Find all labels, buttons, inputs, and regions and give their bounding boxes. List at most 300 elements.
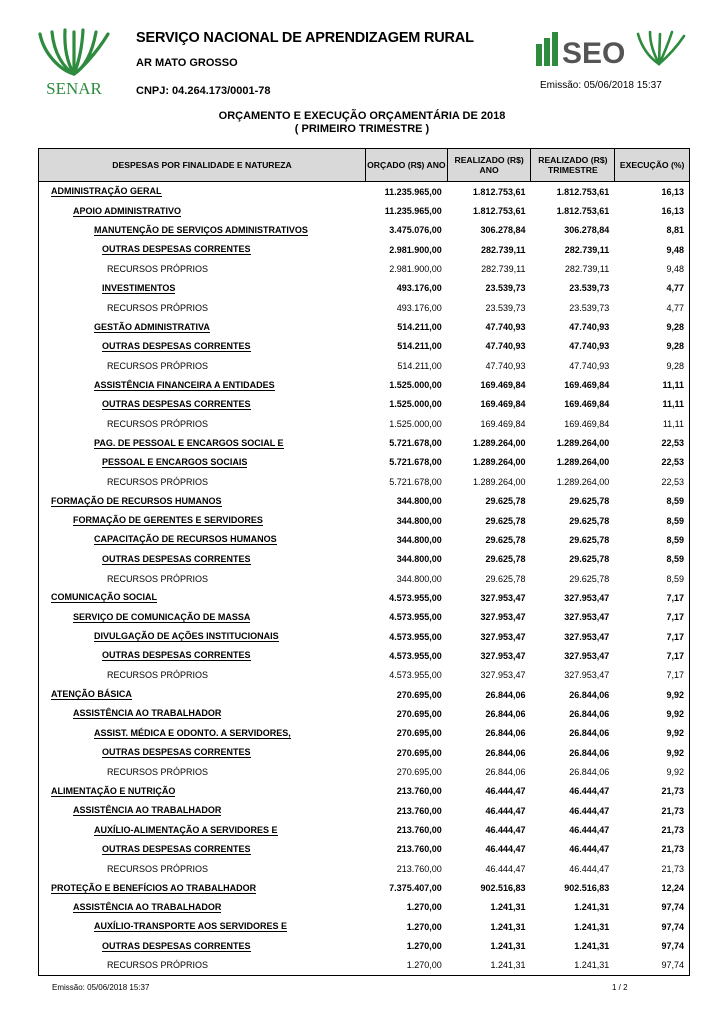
row-description: [39, 492, 365, 511]
row-description-text: OUTRAS DESPESAS CORRENTES: [102, 843, 251, 854]
realized-year-value: 327.953,47: [480, 670, 526, 681]
cnpj: CNPJ: 04.264.173/0001-78: [136, 85, 271, 97]
execution-value: 7,17: [666, 592, 685, 603]
row-description: [39, 743, 365, 762]
realized-year-value: 23.539,73: [485, 283, 526, 294]
execution-value: 21,73: [661, 844, 684, 855]
budgeted-value: 270.695,00: [396, 708, 442, 719]
table-header: [39, 149, 689, 182]
table-row: [39, 317, 689, 336]
realized-quarter-value: 169.469,84: [564, 418, 610, 429]
row-description: [39, 840, 365, 859]
realized-year-value: 1.289.264,00: [472, 438, 526, 449]
row-description-text: SERVIÇO DE COMUNICAÇÃO DE MASSA: [73, 611, 251, 622]
page-number: 1 / 2: [612, 983, 628, 992]
row-description-text: OUTRAS DESPESAS CORRENTES: [102, 747, 251, 758]
row-description-text: CAPACITAÇÃO DE RECURSOS HUMANOS: [94, 534, 277, 545]
realized-year-value: 1.812.753,61: [472, 186, 526, 197]
row-description: [39, 433, 365, 452]
budgeted-value: 3.475.076,00: [389, 225, 442, 236]
row-description-text: PESSOAL E ENCARGOS SOCIAIS: [102, 456, 248, 467]
realized-quarter-value: 46.444,47: [569, 805, 610, 816]
row-description-text: RECURSOS PRÓPRIOS: [107, 573, 209, 584]
realized-quarter-value: 327.953,47: [564, 592, 610, 603]
realized-year-value: 1.241,31: [490, 902, 526, 913]
budgeted-value: 493.176,00: [396, 302, 442, 313]
table-row: [39, 240, 689, 259]
budgeted-value: 270.695,00: [396, 766, 442, 777]
realized-year-value: 29.625,78: [485, 534, 526, 545]
budgeted-value: 4.573.955,00: [389, 670, 442, 681]
table-row: [39, 685, 689, 704]
budgeted-value: 1.270,00: [406, 960, 442, 971]
row-description-text: GESTÃO ADMINISTRATIVA: [94, 321, 210, 332]
execution-value: 97,74: [661, 960, 684, 971]
realized-year-value: 327.953,47: [480, 650, 526, 661]
table-row: [39, 704, 689, 723]
budgeted-value: 344.800,00: [396, 573, 442, 584]
senar-logo: [34, 26, 114, 98]
row-description: [39, 511, 365, 530]
budgeted-value: 2.981.900,00: [389, 244, 442, 255]
row-description: [39, 569, 365, 588]
row-description: [39, 375, 365, 394]
realized-quarter-value: 26.844,06: [569, 689, 610, 700]
table-body: [39, 182, 689, 975]
budgeted-value: 213.760,00: [396, 786, 442, 797]
row-description: [39, 472, 365, 491]
row-description-text: FORMAÇÃO DE GERENTES E SERVIDORES: [73, 515, 263, 526]
table-row: [39, 356, 689, 375]
budgeted-value: 270.695,00: [396, 689, 442, 700]
table-row: [39, 956, 689, 975]
execution-value: 9,92: [666, 708, 684, 719]
row-description-text: ATENÇÃO BÁSICA: [51, 689, 132, 700]
row-description-text: RECURSOS PRÓPRIOS: [107, 960, 209, 971]
execution-value: 97,74: [661, 902, 684, 913]
row-description: [39, 608, 365, 627]
row-description-text: ASSISTÊNCIA AO TRABALHADOR: [73, 901, 222, 912]
realized-year-value: 26.844,06: [485, 728, 526, 739]
row-description: [39, 453, 365, 472]
execution-value: 9,28: [666, 341, 684, 352]
column-header-realized-year: REALIZADO (R$) ANO: [447, 149, 531, 181]
emission-date: Emissão: 05/06/2018 15:37: [540, 80, 662, 91]
realized-quarter-value: 1.241,31: [574, 960, 610, 971]
execution-value: 4,77: [666, 302, 684, 313]
realized-year-value: 1.241,31: [490, 941, 526, 952]
realized-quarter-value: 47.740,93: [569, 360, 610, 371]
row-description-text: OUTRAS DESPESAS CORRENTES: [102, 244, 251, 255]
execution-value: 9,92: [666, 766, 684, 777]
realized-quarter-value: 1.289.264,00: [556, 457, 610, 468]
realized-quarter-value: 327.953,47: [564, 612, 610, 623]
table-row: [39, 936, 689, 955]
row-description-text: OUTRAS DESPESAS CORRENTES: [102, 650, 251, 661]
budgeted-value: 11.235.965,00: [384, 186, 442, 197]
realized-year-value: 1.289.264,00: [472, 476, 526, 487]
row-description: [39, 588, 365, 607]
realized-quarter-value: 1.812.753,61: [556, 186, 610, 197]
realized-quarter-value: 1.289.264,00: [556, 476, 610, 487]
budgeted-value: 1.525.000,00: [389, 380, 442, 391]
realized-year-value: 29.625,78: [485, 496, 526, 507]
realized-quarter-value: 46.444,47: [569, 863, 610, 874]
row-description: [39, 221, 365, 240]
budgeted-value: 2.981.900,00: [389, 264, 442, 275]
table-row: [39, 201, 689, 220]
execution-value: 16,13: [661, 186, 685, 197]
row-description: [39, 182, 365, 201]
execution-value: 8,59: [666, 573, 684, 584]
row-description: [39, 917, 365, 936]
document-title-line1: ORÇAMENTO E EXECUÇÃO ORÇAMENTÁRIA DE 2018: [218, 110, 506, 122]
table-row: [39, 743, 689, 762]
realized-year-value: 26.844,06: [485, 689, 526, 700]
execution-value: 9,28: [666, 360, 684, 371]
budgeted-value: 4.573.955,00: [389, 631, 442, 642]
execution-value: 7,17: [666, 670, 684, 681]
seo-logo: [534, 30, 688, 68]
realized-year-value: 26.844,06: [485, 708, 526, 719]
row-description: [39, 801, 365, 820]
row-description: [39, 395, 365, 414]
budgeted-value: 7.375.407,00: [389, 883, 442, 894]
row-description-text: ASSISTÊNCIA AO TRABALHADOR: [73, 708, 222, 719]
budgeted-value: 213.760,00: [396, 863, 442, 874]
budgeted-value: 1.270,00: [406, 941, 442, 952]
budgeted-value: 514.211,00: [397, 341, 442, 352]
realized-quarter-value: 23.539,73: [569, 283, 610, 294]
execution-value: 9,48: [666, 244, 684, 255]
budget-table: [38, 148, 690, 976]
row-description-text: RECURSOS PRÓPRIOS: [107, 863, 209, 874]
execution-value: 11,11: [662, 380, 684, 391]
realized-year-value: 169.469,84: [480, 399, 526, 410]
realized-quarter-value: 327.953,47: [564, 631, 610, 642]
execution-value: 21,73: [661, 786, 685, 797]
row-description-text: OUTRAS DESPESAS CORRENTES: [102, 340, 251, 351]
table-row: [39, 492, 689, 511]
execution-value: 8,81: [666, 225, 684, 236]
realized-year-value: 46.444,47: [485, 786, 526, 797]
realized-year-value: 29.625,78: [485, 554, 526, 565]
execution-value: 9,92: [666, 689, 685, 700]
table-row: [39, 375, 689, 394]
row-description-text: ASSISTÊNCIA AO TRABALHADOR: [73, 805, 222, 816]
row-description-text: OUTRAS DESPESAS CORRENTES: [102, 398, 251, 409]
row-description-text: AUXÍLIO-TRANSPORTE AOS SERVIDORES E: [94, 921, 288, 932]
budgeted-value: 344.800,00: [396, 515, 442, 526]
realized-year-value: 26.844,06: [485, 766, 526, 777]
budgeted-value: 1.270,00: [406, 921, 442, 932]
row-description-text: OUTRAS DESPESAS CORRENTES: [102, 940, 251, 951]
budgeted-value: 1.270,00: [406, 902, 442, 913]
budgeted-value: 4.573.955,00: [389, 650, 442, 661]
execution-value: 21,73: [661, 863, 684, 874]
row-description: [39, 550, 365, 569]
table-row: [39, 878, 689, 897]
table-row: [39, 859, 689, 878]
row-description-text: RECURSOS PRÓPRIOS: [107, 360, 209, 371]
realized-year-value: 23.539,73: [485, 302, 526, 313]
realized-quarter-value: 29.625,78: [569, 515, 610, 526]
realized-quarter-value: 29.625,78: [569, 573, 610, 584]
row-description-text: FORMAÇÃO DE RECURSOS HUMANOS: [51, 495, 222, 506]
execution-value: 7,17: [666, 650, 684, 661]
realized-quarter-value: 26.844,06: [569, 766, 610, 777]
row-description: [39, 201, 365, 220]
realized-year-value: 902.516,83: [480, 883, 526, 894]
budgeted-value: 5.721.678,00: [389, 438, 442, 449]
table-row: [39, 550, 689, 569]
row-description: [39, 627, 365, 646]
budgeted-value: 213.760,00: [396, 805, 442, 816]
row-description: [39, 530, 365, 549]
realized-year-value: 46.444,47: [485, 825, 526, 836]
execution-value: 9,92: [666, 747, 684, 758]
realized-year-value: 327.953,47: [480, 631, 526, 642]
table-row: [39, 917, 689, 936]
realized-year-value: 327.953,47: [480, 592, 526, 603]
table-row: [39, 414, 689, 433]
execution-value: 4,77: [666, 283, 684, 294]
table-row: [39, 801, 689, 820]
realized-quarter-value: 23.539,73: [569, 302, 610, 313]
execution-value: 22,53: [661, 457, 684, 468]
row-description: [39, 356, 365, 375]
execution-value: 11,11: [662, 418, 684, 429]
budgeted-value: 213.760,00: [396, 844, 442, 855]
table-row: [39, 395, 689, 414]
budgeted-value: 270.695,00: [396, 728, 442, 739]
realized-year-value: 47.740,93: [485, 341, 526, 352]
realized-year-value: 169.469,84: [480, 380, 526, 391]
row-description-text: APOIO ADMINISTRATIVO: [73, 205, 181, 216]
realized-quarter-value: 46.444,47: [569, 786, 610, 797]
execution-value: 97,74: [661, 941, 684, 952]
table-row: [39, 259, 689, 278]
execution-value: 9,28: [666, 322, 684, 333]
row-description-text: RECURSOS PRÓPRIOS: [107, 670, 209, 681]
table-row: [39, 182, 689, 201]
execution-value: 22,53: [661, 438, 684, 449]
execution-value: 9,48: [666, 264, 684, 275]
budgeted-value: 344.800,00: [396, 554, 442, 565]
row-description-text: PROTEÇÃO E BENEFÍCIOS AO TRABALHADOR: [51, 882, 257, 893]
realized-year-value: 29.625,78: [485, 515, 526, 526]
realized-quarter-value: 29.625,78: [569, 534, 610, 545]
document-title-line2: ( PRIMEIRO TRIMESTRE ): [294, 123, 430, 135]
budgeted-value: 344.800,00: [396, 496, 442, 507]
execution-value: 22,53: [661, 476, 684, 487]
organization-name: SERVIÇO NACIONAL DE APRENDIZAGEM RURAL: [136, 30, 474, 46]
budgeted-value: 270.695,00: [396, 747, 442, 758]
realized-quarter-value: 29.625,78: [569, 554, 610, 565]
table-row: [39, 898, 689, 917]
table-row: [39, 433, 689, 452]
realized-year-value: 46.444,47: [485, 844, 526, 855]
row-description: [39, 414, 365, 433]
row-description: [39, 936, 365, 955]
table-row: [39, 511, 689, 530]
realized-year-value: 1.241,31: [490, 921, 526, 932]
realized-year-value: 29.625,78: [485, 573, 526, 584]
row-description-text: ADMINISTRAÇÃO GERAL: [51, 186, 162, 197]
organization-unit: AR MATO GROSSO: [136, 57, 238, 69]
realized-year-value: 282.739,11: [481, 264, 526, 275]
row-description-text: INVESTIMENTOS: [102, 282, 176, 293]
column-header-budgeted: ORÇADO (R$) ANO: [365, 149, 447, 181]
execution-value: 21,73: [661, 805, 684, 816]
row-description-text: COMUNICAÇÃO SOCIAL: [51, 592, 157, 603]
row-description-text: ASSIST. MÉDICA E ODONTO. A SERVIDORES,: [94, 727, 291, 738]
budgeted-value: 5.721.678,00: [389, 476, 442, 487]
budgeted-value: 344.800,00: [396, 534, 442, 545]
execution-value: 9,92: [666, 728, 684, 739]
realized-year-value: 1.812.753,61: [472, 206, 526, 217]
execution-value: 8,59: [666, 534, 684, 545]
document-title: [0, 110, 724, 136]
realized-quarter-value: 1.241,31: [574, 902, 610, 913]
realized-quarter-value: 306.278,84: [564, 225, 610, 236]
footer-emission-date: Emissão: 05/06/2018 15:37: [52, 983, 150, 992]
realized-year-value: 46.444,47: [485, 805, 526, 816]
table-row: [39, 221, 689, 240]
realized-quarter-value: 26.844,06: [569, 708, 610, 719]
execution-value: 8,59: [666, 554, 684, 565]
row-description: [39, 859, 365, 878]
execution-value: 8,59: [666, 496, 685, 507]
table-row: [39, 646, 689, 665]
row-description: [39, 762, 365, 781]
realized-year-value: 47.740,93: [485, 322, 526, 333]
table-row: [39, 724, 689, 743]
table-row: [39, 530, 689, 549]
realized-year-value: 282.739,11: [480, 244, 526, 255]
row-description-text: DIVULGAÇÃO DE AÇÕES INSTITUCIONAIS: [94, 631, 279, 642]
row-description-text: PAG. DE PESSOAL E ENCARGOS SOCIAL E: [94, 437, 284, 448]
execution-value: 8,59: [666, 515, 684, 526]
realized-year-value: 1.241,31: [490, 960, 526, 971]
row-description: [39, 240, 365, 259]
budgeted-value: 4.573.955,00: [389, 612, 442, 623]
row-description-text: RECURSOS PRÓPRIOS: [107, 302, 209, 313]
row-description: [39, 259, 365, 278]
row-description-text: RECURSOS PRÓPRIOS: [107, 476, 209, 487]
column-header-description: DESPESAS POR FINALIDADE E NATUREZA: [112, 160, 292, 170]
row-description: [39, 704, 365, 723]
realized-year-value: 26.844,06: [485, 747, 526, 758]
table-row: [39, 279, 689, 298]
realized-quarter-value: 169.469,84: [564, 399, 610, 410]
row-description-text: RECURSOS PRÓPRIOS: [107, 264, 209, 275]
realized-quarter-value: 29.625,78: [569, 496, 610, 507]
realized-year-value: 327.953,47: [480, 612, 526, 623]
row-description-text: RECURSOS PRÓPRIOS: [107, 766, 209, 777]
row-description: [39, 724, 365, 743]
table-row: [39, 298, 689, 317]
row-description: [39, 666, 365, 685]
budgeted-value: 11.235.965,00: [384, 206, 442, 217]
row-description: [39, 337, 365, 356]
budgeted-value: 5.721.678,00: [389, 457, 442, 468]
seo-logo-text: SEO: [562, 37, 626, 68]
row-description: [39, 956, 365, 975]
realized-quarter-value: 47.740,93: [569, 341, 610, 352]
table-row: [39, 608, 689, 627]
realized-year-value: 47.740,93: [485, 360, 526, 371]
realized-quarter-value: 1.241,31: [574, 921, 610, 932]
realized-quarter-value: 169.469,84: [564, 380, 610, 391]
execution-value: 16,13: [661, 206, 684, 217]
realized-quarter-value: 46.444,47: [569, 825, 610, 836]
column-header-realized-quarter: REALIZADO (R$) TRIMESTRE: [530, 149, 614, 181]
table-row: [39, 762, 689, 781]
realized-quarter-value: 1.812.753,61: [556, 206, 610, 217]
execution-value: 11,11: [662, 399, 684, 410]
execution-value: 7,17: [666, 612, 684, 623]
row-description: [39, 782, 365, 801]
realized-quarter-value: 327.953,47: [564, 650, 610, 661]
budgeted-value: 4.573.955,00: [389, 592, 442, 603]
table-row: [39, 666, 689, 685]
realized-quarter-value: 902.516,83: [564, 883, 610, 894]
row-description: [39, 898, 365, 917]
row-description: [39, 298, 365, 317]
realized-quarter-value: 26.844,06: [569, 728, 610, 739]
budgeted-value: 493.176,00: [396, 283, 442, 294]
realized-year-value: 1.289.264,00: [472, 457, 526, 468]
row-description: [39, 646, 365, 665]
realized-quarter-value: 1.241,31: [574, 941, 610, 952]
realized-quarter-value: 46.444,47: [569, 844, 610, 855]
budgeted-value: 1.525.000,00: [389, 418, 442, 429]
row-description: [39, 317, 365, 336]
table-row: [39, 588, 689, 607]
realized-year-value: 169.469,84: [480, 418, 526, 429]
row-description: [39, 685, 365, 704]
table-row: [39, 840, 689, 859]
execution-value: 21,73: [661, 825, 684, 836]
budgeted-value: 514.211,00: [397, 322, 442, 333]
table-row: [39, 453, 689, 472]
budgeted-value: 1.525.000,00: [389, 399, 442, 410]
row-description: [39, 279, 365, 298]
realized-quarter-value: 327.953,47: [564, 670, 610, 681]
execution-value: 7,17: [666, 631, 684, 642]
row-description-text: AUXÍLIO-ALIMENTAÇÃO A SERVIDORES E: [94, 824, 278, 835]
table-row: [39, 782, 689, 801]
budgeted-value: 514.211,00: [397, 360, 442, 371]
row-description-text: OUTRAS DESPESAS CORRENTES: [102, 553, 251, 564]
table-row: [39, 569, 689, 588]
row-description-text: ASSISTÊNCIA FINANCEIRA A ENTIDADES: [94, 379, 275, 390]
realized-quarter-value: 282.739,11: [564, 264, 610, 275]
row-description: [39, 820, 365, 839]
row-description-text: RECURSOS PRÓPRIOS: [107, 418, 209, 429]
realized-quarter-value: 282.739,11: [564, 244, 610, 255]
realized-quarter-value: 26.844,06: [569, 747, 610, 758]
budgeted-value: 213.760,00: [396, 825, 442, 836]
row-description-text: ALIMENTAÇÃO E NUTRIÇÃO: [51, 785, 176, 796]
realized-quarter-value: 1.289.264,00: [556, 438, 610, 449]
column-header-execution: EXECUÇÃO (%): [614, 149, 689, 181]
row-description: [39, 878, 365, 897]
table-row: [39, 820, 689, 839]
realized-year-value: 46.444,47: [485, 863, 526, 874]
table-row: [39, 627, 689, 646]
